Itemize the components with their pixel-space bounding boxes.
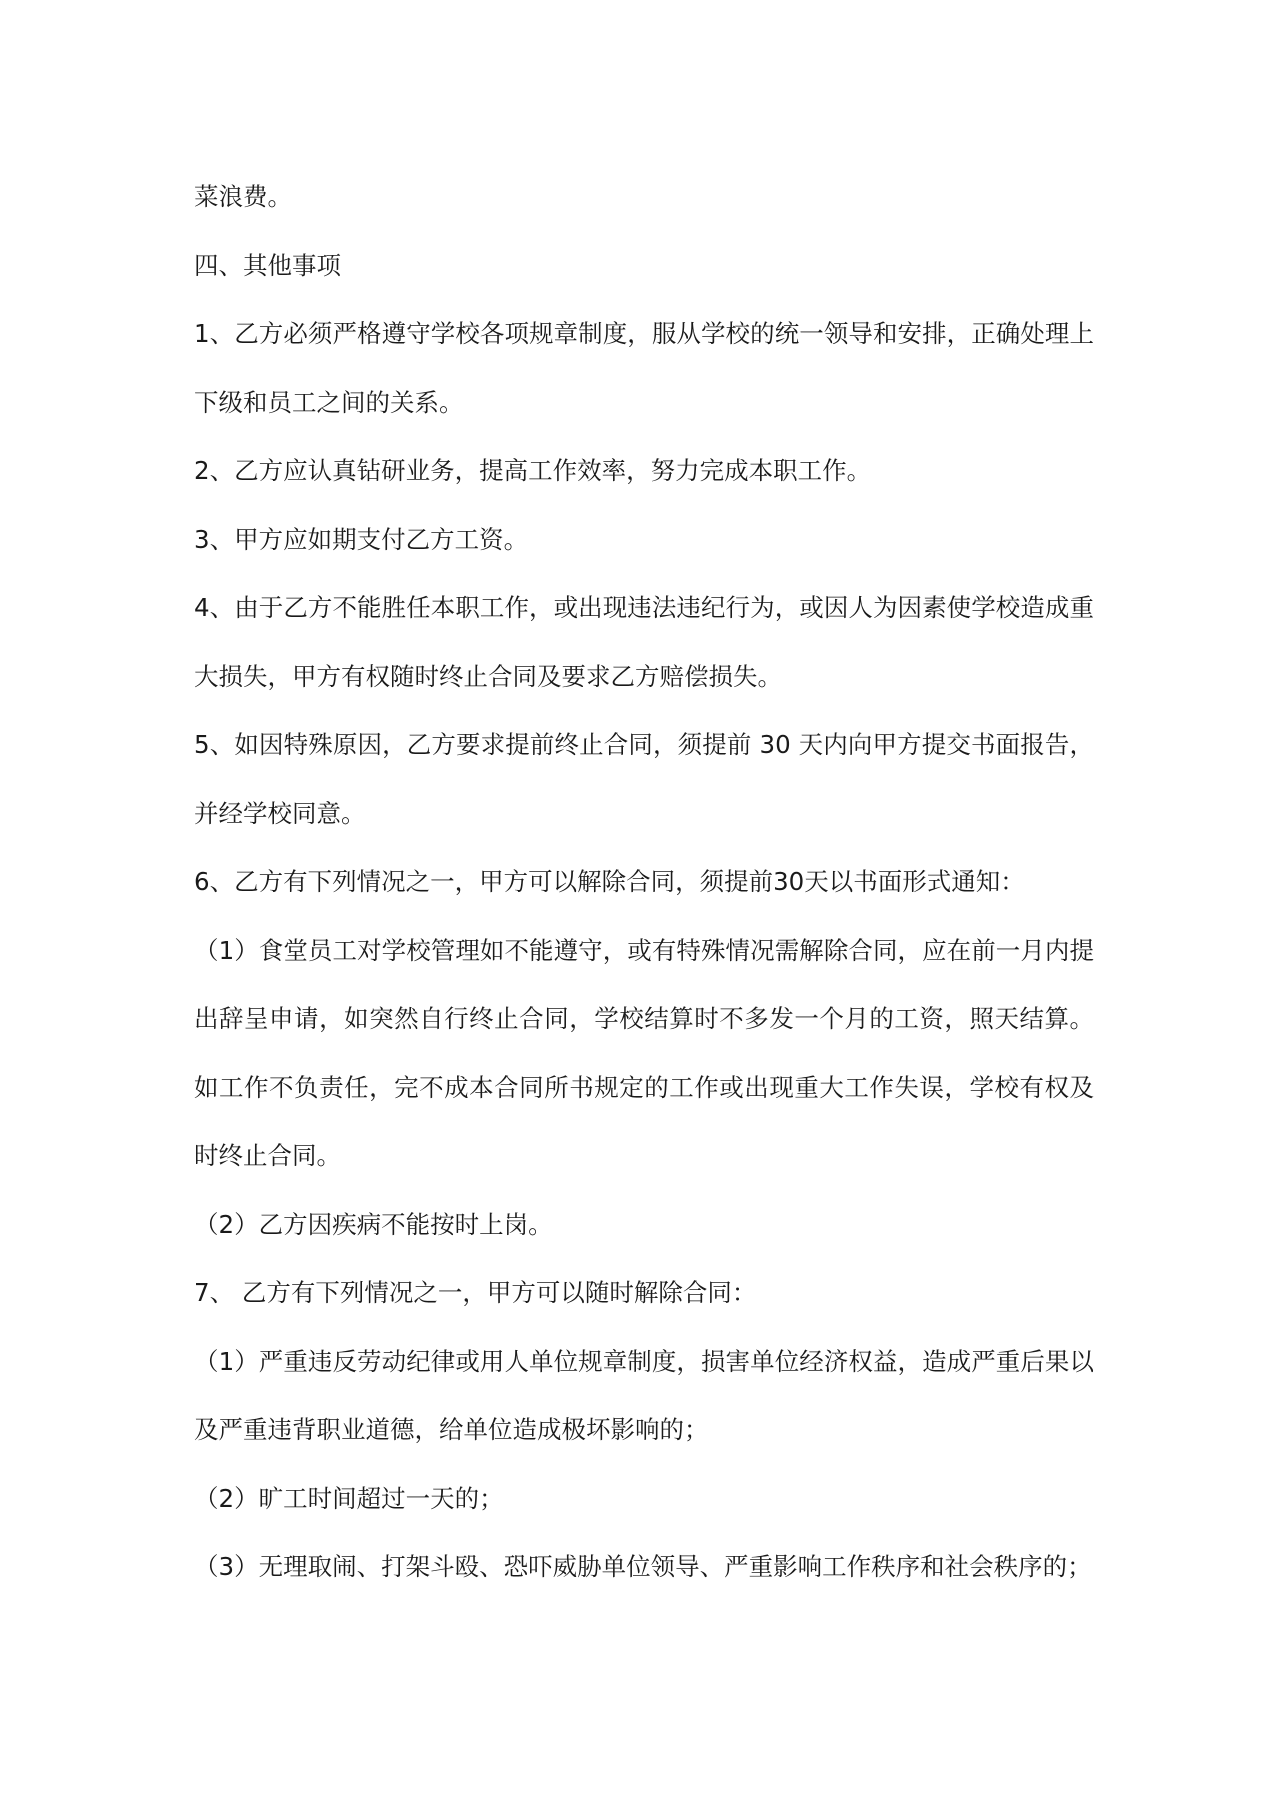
clause-7-item-1: （1）严重违反劳动纪律或用人单位规章制度，损害单位经济权益，造成严重后果以及严重违背职业道德，给单位造成极坏影响的；	[194, 1346, 1094, 1444]
clause-2: 2、乙方应认真钻研业务，提高工作效率，努力完成本职工作。	[194, 456, 872, 485]
clause-6-item-2: （2）乙方因疾病不能按时上岗。	[194, 1209, 553, 1239]
clause-5: 5、如因特殊原因，乙方要求提前终止合同，须提前 30 天内向甲方提交书面报告，并经学校同意。	[194, 730, 1094, 828]
clause-6-item-1: （1）食堂员工对学校管理如不能遵守，或有特殊情况需解除合同，应在前一月内提出辞呈申请，如突然自行终止合同，学校结算时不多发一个月的工资，照天结算。如工作不负责任，完不成本合同所书规定的工作或出现重大工作失误，学校有权及时终止合同。	[194, 935, 1094, 1170]
clause-7: 7、 乙方有下列情况之一，甲方可以随时解除合同：	[194, 1278, 757, 1307]
paragraph-continuation: 菜浪费。	[194, 182, 292, 211]
clause-1: 1、乙方必须严格遵守学校各项规章制度，服从学校的统一领导和安排，正确处理上下级和员工之间的关系。	[194, 319, 1094, 417]
section-heading-other-matters: 四、其他事项	[194, 250, 341, 280]
clause-7-item-2: （2）旷工时间超过一天的；	[194, 1483, 504, 1513]
clause-7-item-3: （3）无理取闹、打架斗殴、恐吓威胁单位领导、严重影响工作秩序和社会秩序的；	[194, 1552, 1092, 1581]
document-body	[194, 163, 1094, 1602]
clause-4: 4、由于乙方不能胜任本职工作，或出现违法违纪行为，或因人为因素使学校造成重大损失，甲方有权随时终止合同及要求乙方赔偿损失。	[194, 593, 1094, 691]
clause-3: 3、甲方应如期支付乙方工资。	[194, 524, 529, 554]
clause-6: 6、乙方有下列情况之一，甲方可以解除合同，须提前30天以书面形式通知：	[194, 867, 1025, 896]
